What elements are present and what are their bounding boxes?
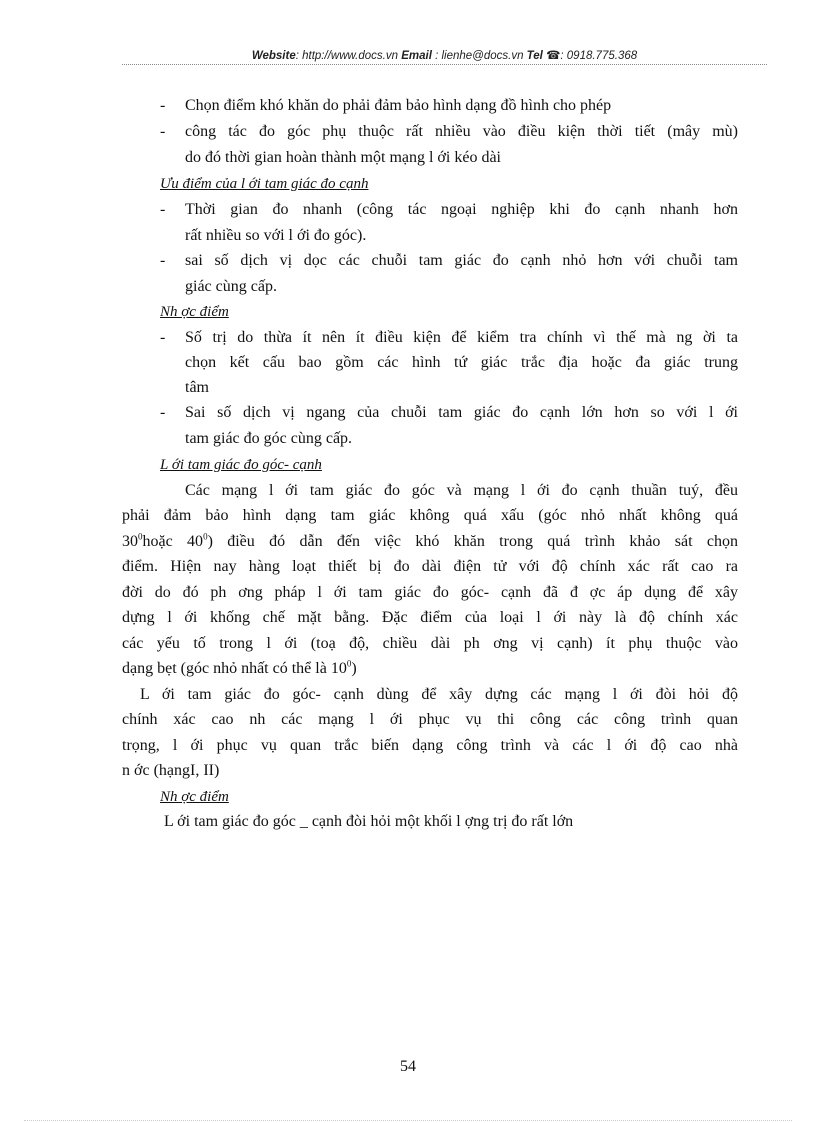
paragraph-line: L ới tam giác đo góc _ cạnh đòi hỏi một khối l ợng trị đo rất lớn xyxy=(164,813,574,830)
text-fragment: ) điều đó dẫn đến việc khó khăn trong quá trình khảo sát chọn xyxy=(207,533,739,550)
section-heading-disadvantages: Nh ợc điểm xyxy=(160,304,229,320)
body-line: Sai số dịch vị ngang của chuỗi tam giác đo cạnh lớn hơn so với l ới xyxy=(185,404,738,421)
page-bottom-divider xyxy=(24,1120,792,1121)
bullet-dash: - xyxy=(160,97,166,114)
body-line: tam giác đo góc cùng cấp. xyxy=(185,430,353,447)
body-line: sai số dịch vị dọc các chuỗi tam giác đo cạnh nhỏ hơn với chuỗi tam xyxy=(185,252,738,269)
paragraph-line: trọng, l ới phục vụ quan trắc biến dạng công trình và các l ới độ cao nhà xyxy=(122,737,738,754)
paragraph-line: chính xác cao nh các mạng l ới phục vụ thi công các công trình quan xyxy=(122,711,738,728)
body-line: chọn kết cấu bao gồm các hình tứ giác trắc địa hoặc đa giác trung xyxy=(185,354,738,371)
website-value: : http://www.docs.vn xyxy=(295,50,402,62)
section-heading-angle-side-network: L ới tam giác đo góc- cạnh xyxy=(160,457,322,473)
page-number: 54 xyxy=(400,1058,416,1075)
body-line: Số trị do thừa ít nên ít điều kiện để kiểm tra chính vì thế mà ng ời ta xyxy=(185,329,738,346)
text-fragment: ) xyxy=(351,660,357,677)
tel-value: : 0918.775.368 xyxy=(560,50,638,62)
bullet-dash: - xyxy=(160,404,166,421)
paragraph-line: các yếu tố trong l ới (toạ độ, chiều dài ph ơng vị cạnh) ít phụ thuộc vào xyxy=(122,635,738,652)
text-fragment: hoặc 40 xyxy=(142,533,204,550)
paragraph-line xyxy=(122,659,357,679)
text-fragment: 30 xyxy=(122,533,138,550)
text-fragment: dạng bẹt (góc nhỏ nhất có thể là 10 xyxy=(122,660,347,677)
superscript: 0 xyxy=(346,658,352,669)
body-line: giác cùng cấp. xyxy=(185,278,277,295)
paragraph-line: phải đảm bảo hình dạng tam giác không quá xấu (góc nhỏ nhất không quá xyxy=(122,507,738,524)
body-line: công tác đo góc phụ thuộc rất nhiều vào điều kiện thời tiết (mây mù) xyxy=(185,123,738,140)
paragraph-line: đời do đó ph ơng pháp l ới tam giác đo góc- cạnh đã đ ợc áp dụng để xây xyxy=(122,584,738,601)
body-line: Chọn điểm khó khăn do phải đảm bảo hình dạng đồ hình cho phép xyxy=(185,97,612,114)
body-line: do đó thời gian hoàn thành một mạng l ới kéo dài xyxy=(185,149,501,166)
bullet-dash: - xyxy=(160,329,166,346)
email-value: : lienhe@docs.vn xyxy=(431,50,527,62)
phone-icon: ☎ xyxy=(546,50,561,62)
paragraph-line: n ớc (hạngI, II) xyxy=(122,762,220,779)
header-divider xyxy=(122,64,767,65)
body-line: tâm xyxy=(185,379,209,396)
email-label: Email xyxy=(401,50,432,62)
bullet-dash: - xyxy=(160,252,166,269)
paragraph-line: điểm. Hiện nay hàng loạt thiết bị đo dài điện tử với độ chính xác rất cao ra xyxy=(122,558,738,575)
body-line: rất nhiều so với l ới đo góc). xyxy=(185,227,367,244)
paragraph-line xyxy=(122,532,738,552)
bullet-dash: - xyxy=(160,123,166,140)
tel-label: Tel xyxy=(526,50,547,62)
body-line: Thời gian đo nhanh (công tác ngoại nghiệp khi đo cạnh nhanh hơn xyxy=(185,201,738,218)
page-header xyxy=(122,48,767,62)
website-label: Website xyxy=(251,50,296,62)
bullet-dash: - xyxy=(160,201,166,218)
section-heading-advantages: Ưu điểm của l ới tam giác đo cạnh xyxy=(160,176,369,192)
superscript: 0 xyxy=(203,531,208,542)
paragraph-line: dựng l ới khống chế mặt bằng. Đặc điểm của loại l ới này là độ chính xác xyxy=(122,609,738,626)
section-heading-disadvantages-2: Nh ợc điểm xyxy=(160,789,229,805)
paragraph-line: L ới tam giác đo góc- cạnh dùng để xây dựng các mạng l ới đòi hỏi độ xyxy=(140,686,738,703)
superscript: 0 xyxy=(138,531,143,542)
paragraph-line: Các mạng l ới tam giác đo góc và mạng l ới đo cạnh thuần tuý, đều xyxy=(185,482,738,499)
